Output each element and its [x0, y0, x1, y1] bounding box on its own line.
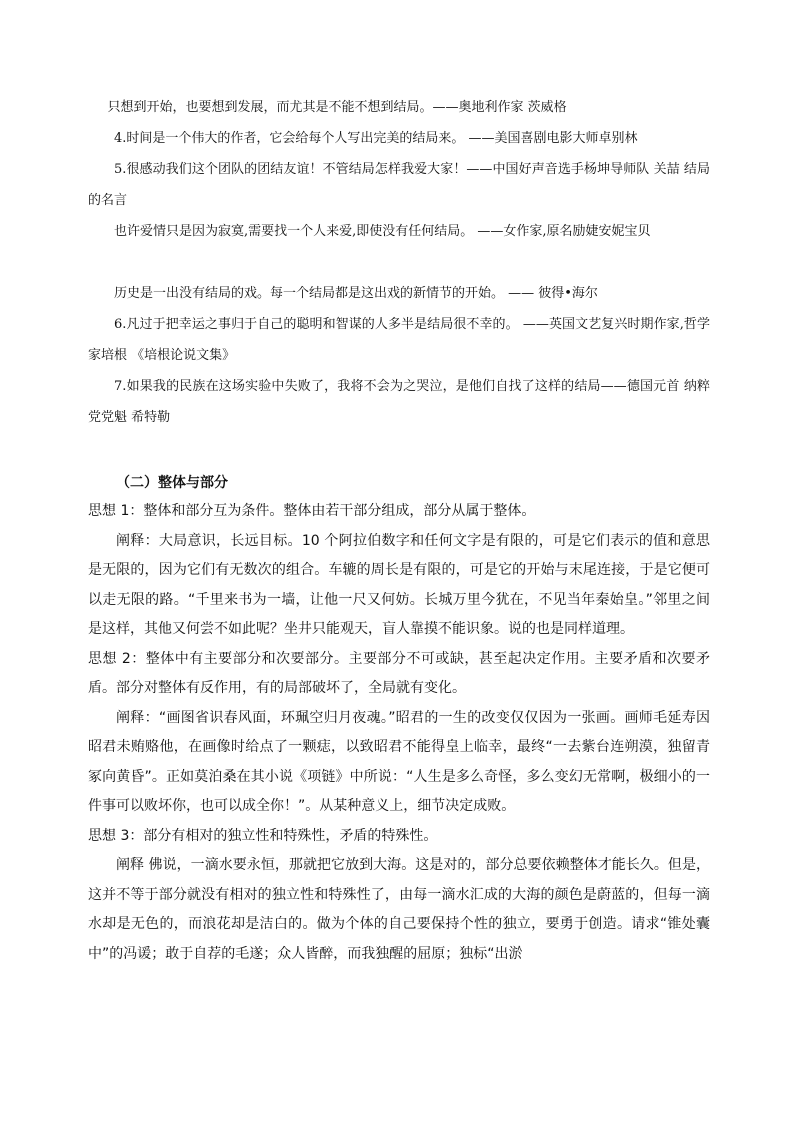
quote-line: 只想到开始，也要想到发展，而尤其是不能不想到结局。——奥地利作家 茨威格	[107, 100, 567, 115]
paragraph: 思想 1：整体和部分互为条件。整体由若干部分组成，部分从属于整体。	[88, 503, 536, 519]
section-title: （二）整体与部分	[116, 475, 228, 491]
quote-line: 也许爱情只是因为寂寞,需要找一个人来爱,即使没有任何结局。 ——女作家,原名励婕安妮宝贝	[114, 224, 651, 239]
paragraph: 阐释：“画图省识春风面，环珮空归月夜魂。”昭君的一生的改变仅仅因为一张画。画师毛延寿因昭君未贿赂他，在画像时给点了一颗痣，以致昭君不能得皇上临幸，最终“一去紫台连朔漠，独留青冢向黄昏”。正如莫泊桑在其小说《项链》中所说：“人生是多么奇怪，多么变幻无常啊，极细小的一件事可以败坏你，也可以成全你！”。从某种意义上，细节决定成败。	[88, 709, 710, 814]
quote-line: 7.如果我的民族在这场实验中失败了，我将不会为之哭泣，是他们自找了这样的结局——德国元首 纳粹党党魁 希特勒	[88, 379, 710, 425]
quote-line: 4.时间是一个伟大的作者，它会给每个人写出完美的结局来。 ——美国喜剧电影大师卓别林	[114, 131, 638, 146]
paragraph: 阐释 佛说，一滴水要永恒，那就把它放到大海。这是对的，部分总要依赖整体才能长久。但是，这并不等于部分就没有相对的独立性和特殊性了，由每一滴水汇成的大海的颜色是蔚蓝的，但每一滴水却是无色的，而浪花却是洁白的。做为个体的自己要保持个性的独立，要勇于创造。请求“锥处囊中”的冯谖；敢于自荐的毛遂；众人皆醉，而我独醒的屈原；独标“出淤	[88, 857, 710, 962]
paragraph: 思想 3：部分有相对的独立性和特殊性，矛盾的特殊性。	[88, 827, 438, 844]
quote-line: 5.很感动我们这个团队的团结友谊！不管结局怎样我爱大家！——中国好声音选手杨坤导师队 关喆 结局的名言	[88, 162, 710, 208]
quotes-block	[88, 92, 710, 433]
quote-line: 6.凡过于把幸运之事归于自己的聪明和智谋的人多半是结局很不幸的。 ——英国文艺复兴时期作家,哲学家培根 《培根论说文集》	[88, 317, 710, 363]
paragraph: 思想 2：整体中有主要部分和次要部分。主要部分不可或缺，甚至起决定作用。主要矛盾和次要矛盾。部分对整体有反作用，有的局部破坏了，全局就有变化。	[88, 650, 710, 696]
quote-line: 历史是一出没有结局的戏。每一个结局都是这出戏的新情节的开始。 —— 彼得•海尔	[114, 286, 598, 301]
body-text	[88, 497, 710, 969]
paragraph: 阐释：大局意识，长远目标。10 个阿拉伯数字和任何文字是有限的，可是它们表示的值和意思是无限的，因为它们有无数次的组合。车辘的周长是有限的，可是它的开始与末尾连接，于是它便可以走无限的路。“千里来书为一墙，让他一尺又何妨。长城万里今犹在，不见当年秦始皇。”邻里之间是这样，其他又何尝不如此呢？坐井只能观天，盲人靠摸不能识象。说的也是同样道理。	[88, 532, 710, 637]
